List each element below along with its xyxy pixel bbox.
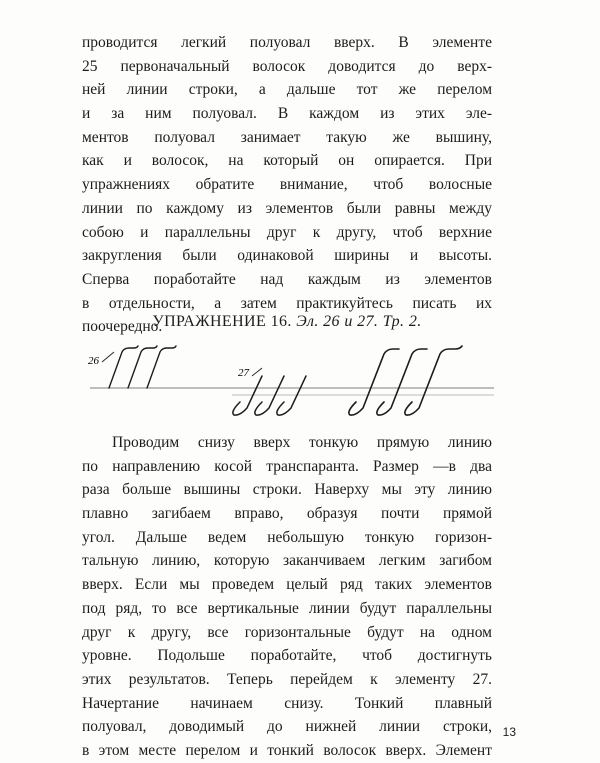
text-line: уровне. Подольше поработайте, чтоб достигнуть [82,647,492,665]
combined-element-strokes [349,346,462,415]
text-line: вверх. Если мы проведем целый ряд таких элементов [82,576,492,594]
element-26-strokes [109,346,176,388]
text-line: собою и параллельны друг к другу, чтоб верхние [82,223,492,241]
text-line: и за ним полуовал. В каждом из этих эле- [82,105,492,123]
text-line: тальную линию, которую заканчиваем легким загибом [82,552,492,570]
text-line: закругления были одинаковой ширины и высоты. [82,247,492,265]
text-line: этих результатов. Теперь перейдем к элементу 27. [82,670,492,688]
text-line: ментов полуовал занимает такую же вышину, [82,128,492,146]
text-line: по направлению косой транспаранта. Размер —в два [82,457,492,475]
text-line: в отдельности, а затем практикуйтесь писать их [82,294,492,312]
text-line: как и волосок, на который он опирается. При [82,152,492,170]
element-27-strokes [233,376,306,415]
handwriting-exercise-illustration [82,340,502,430]
label-26: 26 [88,355,99,367]
text-line: 25 первоначальный волосок доводится до верх- [82,57,492,75]
text-line: под ряд, то все вертикальные линии будут параллельны [82,599,492,617]
exercise-heading [82,313,492,331]
label-26-mark [102,352,114,362]
heading-elements: Эл. 26 и 27. [296,313,379,330]
text-line: ней линии строки, а дальше тот же перелом [82,81,492,99]
text-line: угол. Дальше ведем небольшую тонкую горизон- [82,528,492,546]
label-27-mark [252,368,262,376]
text-line: Начертание начинаем снизу. Тонкий плавный [82,694,492,712]
text-line: линии по каждому из элементов были равны между [82,199,492,217]
label-27: 27 [238,367,249,379]
paragraph-top [82,31,492,339]
text-line: Проводим снизу вверх тонкую прямую линию [112,434,492,451]
text-line: Сперва поработайте над каждым из элементов [82,270,492,288]
text-line: проводится легкий полуовал вверх. В элементе [82,34,492,51]
text-line: плавно загибаем вправо, образуя почти прямой [82,505,492,523]
text-line: полуовал, доводимый до нижней линии строки, [82,718,492,736]
page-number: 13 [502,725,516,739]
text-line: упражнениях обратите внимание, чтоб волосные [82,176,492,194]
text-line: в этом месте перелом и тонкий волосок вверх. Элемент [82,741,492,759]
text-line: друг к другу, все горизонтальные будут на одном [82,623,492,641]
paragraph-bottom [82,431,492,763]
heading-tr: Тр. 2. [382,313,422,330]
heading-word: УПРАЖНЕНИЕ 16. [152,313,292,330]
text-line: раза больше вышины строки. Наверху мы эту линию [82,481,492,499]
text-line: поочередно. [82,318,163,336]
